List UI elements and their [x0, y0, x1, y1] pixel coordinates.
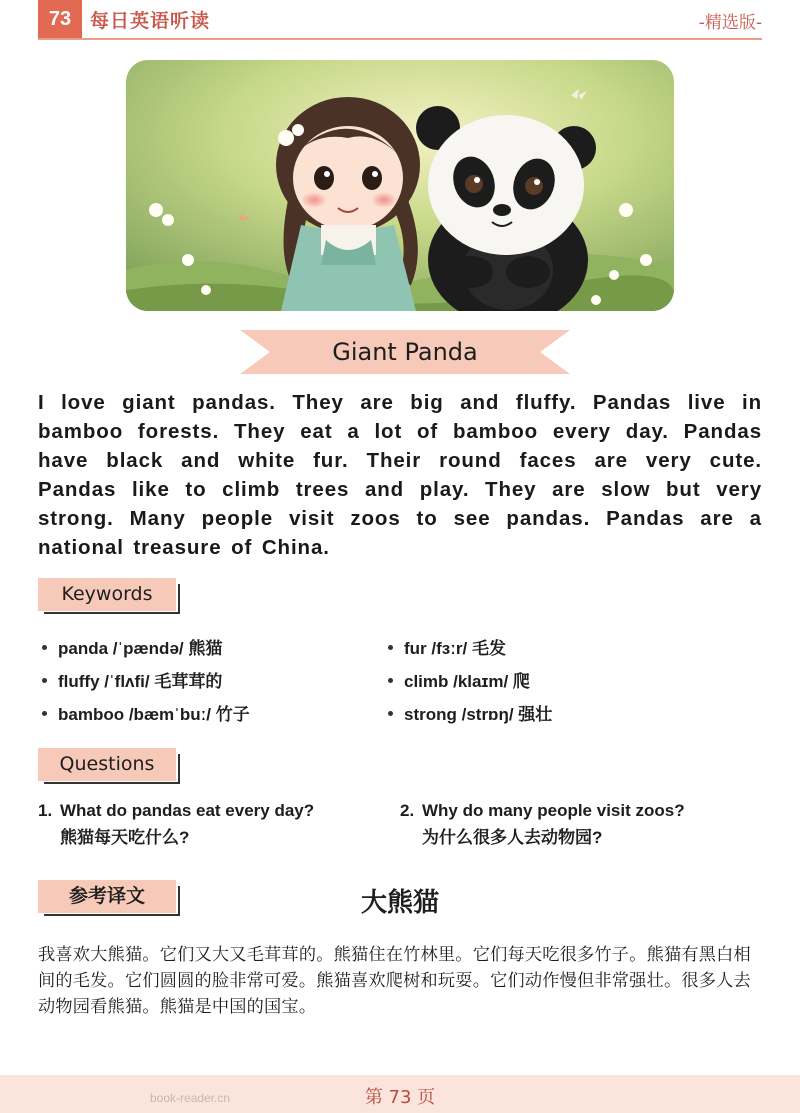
header-page-number: 73 — [38, 0, 82, 38]
keyword-item: fluffy /ˈflʌfi/ 毛茸茸的 — [42, 667, 222, 692]
keyword-item: bamboo /bæmˈbuː/ 竹子 — [42, 700, 250, 725]
question-english: What do pandas eat every day? — [60, 801, 315, 820]
page-header — [38, 0, 762, 40]
question-item: 2. Why do many people visit zoos? 为什么很多人去动物园? — [400, 797, 685, 851]
bullet-icon — [388, 711, 393, 716]
story-passage: I love giant pandas. They are big and fluffy. Pandas live in bamboo forests. They eat a lot of bamboo every day. Pandas have black and white fur. Their round faces are very cute. Pandas like to climb trees and play. They are slow but very strong. Many people visit zoos to see pandas. Pandas are a national treasure of China. — [38, 391, 762, 559]
keyword-item: strong /strɒŋ/ 强壮 — [388, 700, 552, 725]
question-chinese: 为什么很多人去动物园? — [422, 828, 603, 847]
bullet-icon — [42, 678, 47, 683]
footer-page-number: 第 73 页 — [364, 1087, 436, 1108]
story-title-ribbon — [240, 330, 570, 374]
translation-title: 大熊猫 — [360, 888, 439, 918]
girl-and-panda-picture — [126, 60, 674, 311]
question-chinese: 熊猫每天吃什么? — [60, 828, 190, 847]
questions-label-text: Questions — [59, 753, 155, 775]
header-title: 每日英语听读 — [90, 10, 211, 32]
bullet-icon — [42, 645, 47, 650]
keywords-label-text: Keywords — [61, 583, 153, 605]
bullet-icon — [388, 645, 393, 650]
page-footer — [0, 1075, 800, 1113]
header-edition: -精选版- — [698, 13, 762, 33]
question-english: Why do many people visit zoos? — [422, 801, 685, 820]
bullet-icon — [388, 678, 393, 683]
keyword-item: fur /fɜːr/ 毛发 — [388, 634, 506, 659]
translation-text: 我喜欢大熊猫。它们又大又毛茸茸的。熊猫住在竹林里。它们每天吃很多竹子。熊猫有黑白相间的毛发。它们圆圆的脸非常可爱。熊猫喜欢爬树和玩耍。它们动作慢但非常强壮。很多人去动物园看熊猫。熊猫是中国的国宝。 — [38, 945, 751, 1017]
story-illustration — [126, 60, 674, 311]
questions-label — [38, 748, 180, 784]
bullet-icon — [42, 711, 47, 716]
story-title: Giant Panda — [332, 338, 478, 366]
translation-label-text: 参考译文 — [68, 885, 145, 907]
keyword-item: panda /ˈpændə/ 熊猫 — [42, 634, 222, 659]
footer-watermark: book-reader.cn — [150, 1091, 231, 1105]
translation-label — [38, 880, 180, 916]
keyword-item: climb /klaɪm/ 爬 — [388, 667, 530, 692]
keywords-label — [38, 578, 180, 614]
question-item: 1. What do pandas eat every day? 熊猫每天吃什么? — [38, 797, 314, 851]
